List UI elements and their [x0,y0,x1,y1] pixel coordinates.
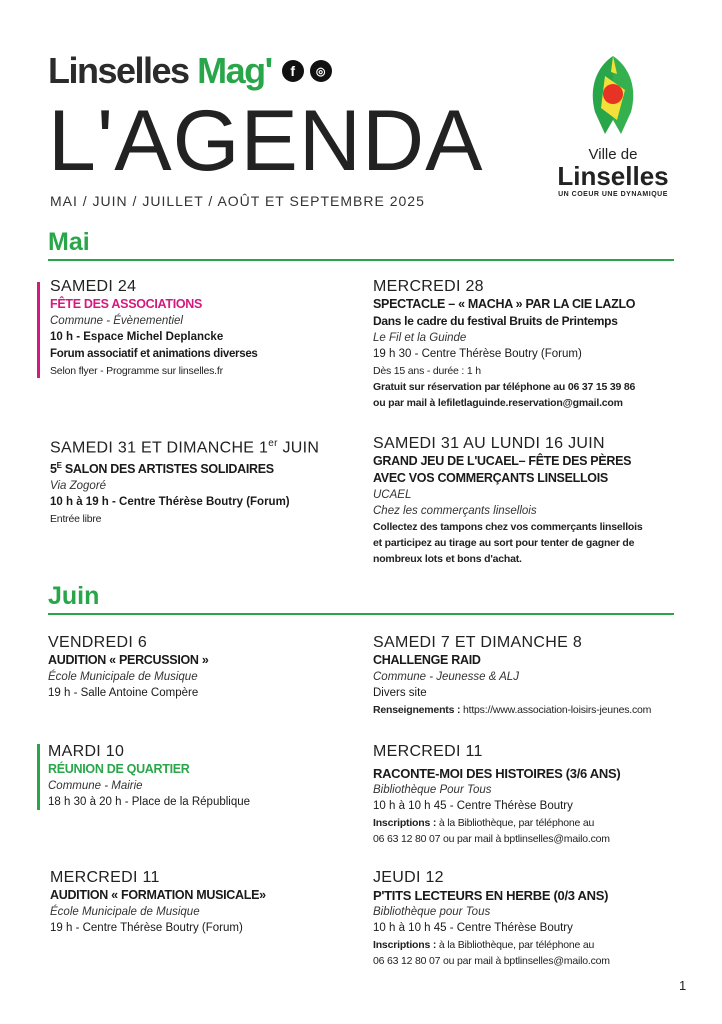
event-card [373,277,683,411]
event-title: CHALLENGE RAID [373,653,481,667]
linselles-emblem-icon [583,50,643,142]
event-organizer: Commune - Mairie [48,780,143,792]
event-location: Chez les commerçants linsellois [373,505,537,517]
event-detail: Collectez des tampons chez vos commerçants linsellois [373,521,643,533]
event-title: $5^E$ SALON DES ARTISTES SOLIDAIRES [50,461,274,477]
page-title: L'AGENDA [48,93,484,189]
event-detail: ou par mail à lefiletlaguinde.reservation@gmail.com [373,397,623,409]
event-title: FÊTE DES ASSOCIATIONS [50,297,203,311]
event-detail: 06 63 12 80 07 ou par mail à bptlinselles@mailo.com [373,955,610,967]
event-detail: Gratuit sur réservation par téléphone au 06 37 15 39 86 [373,381,636,393]
event-subtitle: Dans le cadre du festival Bruits de Printemps [373,314,618,328]
event-title: SPECTACLE – « MACHA » PAR LA CIE LAZLO [373,297,636,311]
event-day: SAMEDI 24 [50,278,137,295]
event-card [373,633,683,718]
event-card [48,633,358,702]
logo-name-text: Linselles [557,161,669,191]
ville-de-linselles-logo [548,50,678,210]
event-detail: Inscriptions : à la Bibliothèque, par téléphone au [373,939,595,951]
event-time-place: 10 h à 10 h 45 - Centre Thérèse Boutry [373,800,573,812]
event-title: GRAND JEU DE L'UCAEL– FÊTE DES PÈRES [373,454,632,468]
event-organizer: Via Zogoré [50,480,107,493]
event-time-place: 10 h à 19 h - Centre Thérèse Boutry (Forum) [50,496,290,509]
event-organizer: Le Fil et la Guinde [373,332,467,344]
logo-ville-text: Ville de [588,146,638,163]
event-title: P'TITS LECTEURS EN HERBE (0/3 ANS) [373,888,609,903]
event-title: RÉUNION DE QUARTIER [48,762,190,776]
event-time-place: Divers site [373,687,427,699]
highlight-bar [37,744,40,810]
event-day: MERCREDI 11 [50,869,160,886]
highlight-bar [37,282,40,378]
event-day: SAMEDI 7 ET DIMANCHE 8 [373,634,583,651]
event-detail: Selon flyer - Programme sur linselles.fr [50,365,223,377]
event-card [50,868,360,937]
event-organizer: Bibliothèque pour Tous [373,906,491,918]
event-detail: Inscriptions : à la Bibliothèque, par téléphone au [373,817,595,829]
event-title: RACONTE-MOI DES HISTOIRES (3/6 ANS) [373,766,621,781]
event-detail: et participez au tirage au sort pour tenter de gagner de [373,537,635,549]
month-heading-mai: Mai [48,228,90,256]
event-day: SAMEDI 31 ET DIMANCHE 1er JUIN [50,438,320,457]
event-card [50,434,360,527]
event-time-place: 10 h - Espace Michel Deplancke [50,331,224,343]
event-detail: Entrée libre [50,513,102,526]
event-detail: 06 63 12 80 07 ou par mail à bptlinselles@mailo.com [373,833,610,845]
event-time-place: 10 h à 10 h 45 - Centre Thérèse Boutry [373,922,573,934]
page-number: 1 [679,978,687,993]
social-icons [282,60,332,82]
event-title: AUDITION « PERCUSSION » [48,653,209,667]
instagram-icon[interactable]: ◎ [310,60,332,82]
month-divider [48,259,674,261]
event-day: MERCREDI 11 [373,743,483,760]
event-organizer: École Municipale de Musique [50,906,200,918]
event-card [373,868,683,969]
event-organizer: Commune - Évènementiel [50,315,183,327]
event-organizer: École Municipale de Musique [48,671,198,683]
month-divider [48,613,674,615]
event-day: MARDI 10 [48,743,125,760]
event-title: AVEC VOS COMMERÇANTS LINSELLOIS [373,471,608,485]
event-subtitle: Forum associatif et animations diverses [50,348,258,360]
logo-tagline: UN COEUR UNE DYNAMIQUE [558,191,668,198]
event-organizer: Commune - Jeunesse & ALJ [373,671,519,683]
event-time-place: 18 h 30 à 20 h - Place de la République [48,796,251,808]
event-day: MERCREDI 28 [373,278,484,295]
mag-brand-line [48,50,332,92]
event-day: VENDREDI 6 [48,634,148,651]
event-detail: nombreux lots et bons d'achat. [373,553,522,565]
event-organizer: UCAEL [373,489,412,501]
event-card [48,742,358,811]
event-title: AUDITION « FORMATION MUSICALE» [50,888,266,902]
event-day: JEUDI 12 [373,869,444,886]
event-time-place: 19 h - Salle Antoine Compère [48,687,199,699]
event-time-place: 19 h - Centre Thérèse Boutry (Forum) [50,922,243,934]
event-detail: Renseignements : https://www.association-loisirs-jeunes.com [373,704,652,716]
event-organizer: Bibliothèque Pour Tous [373,784,492,796]
event-card [373,434,683,567]
event-day: SAMEDI 31 AU LUNDI 16 JUIN [373,435,605,452]
mag-brand: Linselles Mag' [48,50,272,91]
facebook-icon[interactable]: f [282,60,304,82]
period-subtitle: MAI / JUIN / JUILLET / AOÛT ET SEPTEMBRE 2025 [50,193,425,209]
event-card [50,277,360,379]
event-time-place: 19 h 30 - Centre Thérèse Boutry (Forum) [373,348,582,360]
month-heading-juin: Juin [48,582,100,610]
event-detail: Dès 15 ans - durée : 1 h [373,365,481,377]
event-card [373,742,683,847]
